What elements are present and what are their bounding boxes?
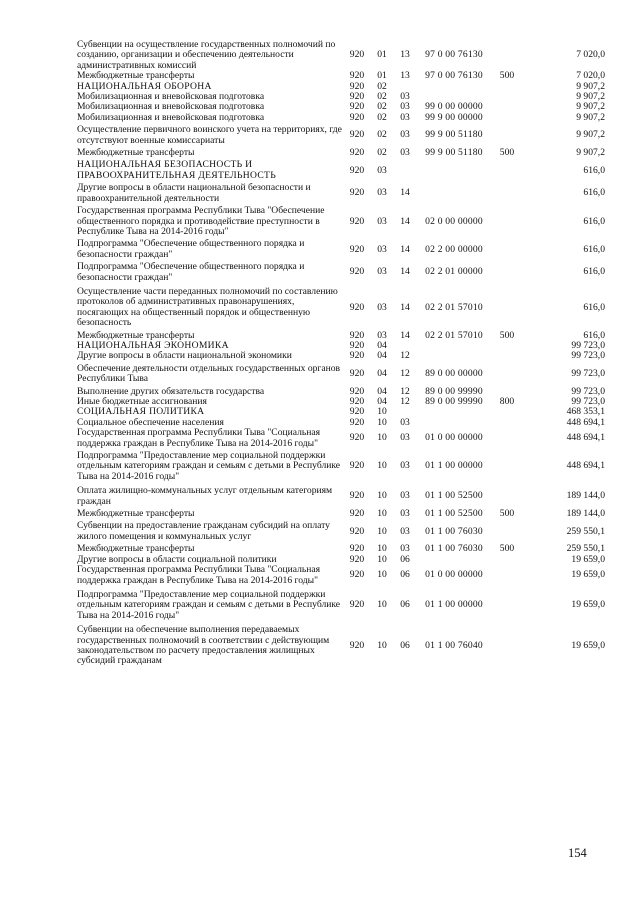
table-row xyxy=(77,181,605,204)
row-subsection-code: 12 xyxy=(400,385,410,397)
row-name: Осуществление первичного воинского учета на территориях, где отсутствуют военные комиссариаты xyxy=(77,124,342,146)
row-subsection-code: 13 xyxy=(400,70,410,82)
row-subsection-code: 03 xyxy=(400,460,410,472)
row-subsection-code: 06 xyxy=(400,639,410,651)
row-section-code: 10 xyxy=(377,490,387,502)
row-section-code: 02 xyxy=(377,101,387,113)
table-row xyxy=(77,123,605,146)
row-admin-code: 920 xyxy=(349,406,365,418)
row-section-code: 10 xyxy=(377,406,387,418)
table-row xyxy=(77,260,605,283)
row-section-code: 03 xyxy=(377,266,387,278)
row-section-code: 10 xyxy=(377,569,387,581)
row-amount: 616,0 xyxy=(583,243,605,255)
row-subsection-code xyxy=(393,158,417,181)
row-admin-code: 920 xyxy=(349,339,365,351)
row-target-article: 99 9 00 51180 xyxy=(425,147,483,159)
row-admin-code: 920 xyxy=(349,111,365,123)
row-admin-code: 920 xyxy=(349,525,365,537)
row-name: Межбюджетные трансферты xyxy=(77,508,195,520)
row-section-code: 02 xyxy=(377,80,387,92)
row-admin-code: 920 xyxy=(349,49,365,61)
row-section-code: 10 xyxy=(377,553,387,565)
row-target-article: 01 0 00 00000 xyxy=(425,432,483,444)
row-admin-code: 920 xyxy=(349,70,365,82)
row-expense-type xyxy=(491,181,523,204)
row-name: Мобилизационная и вневойсковая подготовка xyxy=(77,101,265,113)
row-amount: 259 550,1 xyxy=(566,525,605,537)
row-name: Субвенции на осуществление государственных полномочий по созданию, организации и обеспечению деятельности административных комиссий xyxy=(77,39,336,71)
table-row xyxy=(77,586,605,621)
row-target-article: 02 2 01 00000 xyxy=(425,266,483,278)
row-section-code: 04 xyxy=(377,396,387,407)
table-row xyxy=(77,40,605,71)
table-row xyxy=(77,146,605,158)
row-amount: 99 723,0 xyxy=(571,339,605,351)
row-expense-type xyxy=(491,428,523,449)
table-row xyxy=(77,428,605,449)
row-name: Обеспечение деятельности отдельных государственных органов Республики Тыва xyxy=(77,362,341,385)
table-row xyxy=(77,237,605,260)
row-target-article: 97 0 00 76130 xyxy=(425,70,483,82)
row-amount: 9 907,2 xyxy=(576,101,605,113)
row-subsection-code: 14 xyxy=(400,243,410,255)
row-expense-type: 500 xyxy=(499,70,515,82)
row-expense-type xyxy=(491,158,523,181)
row-admin-code: 920 xyxy=(349,187,365,199)
row-target-article xyxy=(417,418,491,428)
row-expense-type xyxy=(491,82,523,92)
row-expense-type: 500 xyxy=(499,508,515,520)
row-amount: 19 659,0 xyxy=(571,553,605,565)
row-expense-type xyxy=(491,449,523,482)
row-subsection-code: 03 xyxy=(400,508,410,520)
row-name: Межбюджетные трансферты xyxy=(77,147,195,159)
row-name: Другие вопросы в области национальной безопасности и правоохранительной деятельности xyxy=(77,182,311,204)
row-amount: 19 659,0 xyxy=(571,639,605,651)
row-amount: 448 694,1 xyxy=(566,460,605,472)
row-target-article: 89 0 00 99990 xyxy=(425,396,483,407)
row-amount: 189 144,0 xyxy=(566,508,605,520)
row-expense-type xyxy=(491,341,523,351)
row-admin-code: 920 xyxy=(349,639,365,651)
row-section-code: 02 xyxy=(377,91,387,103)
row-name: Межбюджетные трансферты xyxy=(77,543,195,555)
row-amount: 448 694,1 xyxy=(566,416,605,428)
row-amount: 9 907,2 xyxy=(576,91,605,103)
table-row xyxy=(77,158,605,181)
row-amount: 7 020,0 xyxy=(576,70,605,82)
row-expense-type xyxy=(491,102,523,112)
row-section-code: 10 xyxy=(377,416,387,428)
row-target-article xyxy=(417,341,491,351)
row-admin-code: 920 xyxy=(349,91,365,103)
row-target-article: 01 1 00 76030 xyxy=(425,525,483,537)
row-name: Осуществление части переданных полномочий по составлению протоколов об административных правонарушениях, посягающих на общественный порядок и общественную безопасность xyxy=(77,285,338,329)
row-section-code: 02 xyxy=(377,129,387,141)
row-expense-type xyxy=(491,237,523,260)
table-row xyxy=(77,519,605,542)
row-section-code: 03 xyxy=(377,164,387,176)
row-admin-code: 920 xyxy=(349,396,365,407)
row-target-article: 01 1 00 00000 xyxy=(425,460,483,472)
row-expense-type xyxy=(491,123,523,146)
row-subsection-code: 03 xyxy=(400,147,410,159)
row-name: Подпрограмма "Предоставление мер социальной поддержки отдельным категориям граждан и семьям с детьми в Республике Тыва на 2014-2016 годы" xyxy=(77,588,341,621)
row-amount: 616,0 xyxy=(583,164,605,176)
row-name: Подпрограмма "Предоставление мер социальной поддержки отдельным категориям граждан и семьям с детьми в Республике Тыва на 2014-2016 годы" xyxy=(77,450,341,482)
row-target-article: 01 1 00 52500 xyxy=(425,508,483,520)
row-target-article: 01 1 00 76040 xyxy=(425,639,483,651)
row-section-code: 04 xyxy=(377,367,387,379)
row-admin-code: 920 xyxy=(349,543,365,555)
row-section-code: 01 xyxy=(377,70,387,82)
row-admin-code: 920 xyxy=(349,350,365,362)
row-subsection-code: 03 xyxy=(400,101,410,113)
row-section-code: 03 xyxy=(377,215,387,227)
row-amount: 9 907,2 xyxy=(576,111,605,123)
row-admin-code: 920 xyxy=(349,101,365,113)
row-name: Субвенции на обеспечение выполнения передаваемых государственных полномочий в соответствии с действующим законодательством по расчету предоставления жилищных субсидий гражданам xyxy=(77,624,330,667)
row-section-code: 03 xyxy=(377,329,387,341)
row-name: Выполнение других обязательств государства xyxy=(77,385,265,397)
budget-table xyxy=(77,40,605,667)
row-amount: 9 907,2 xyxy=(576,147,605,159)
row-target-article xyxy=(417,555,491,565)
row-section-code: 03 xyxy=(377,187,387,199)
row-target-article xyxy=(417,158,491,181)
row-target-article: 02 2 00 00000 xyxy=(425,243,483,255)
row-subsection-code: 12 xyxy=(400,367,410,379)
row-admin-code: 920 xyxy=(349,243,365,255)
table-row xyxy=(77,621,605,667)
row-name: Другие вопросы в области национальной экономики xyxy=(77,350,292,362)
row-amount: 9 907,2 xyxy=(576,80,605,92)
row-expense-type xyxy=(491,40,523,71)
row-target-article: 89 0 00 99990 xyxy=(425,385,483,397)
table-row xyxy=(77,542,605,554)
row-section-code: 10 xyxy=(377,525,387,537)
row-expense-type xyxy=(491,362,523,385)
row-subsection-code: 03 xyxy=(400,525,410,537)
row-target-article: 99 9 00 00000 xyxy=(425,111,483,123)
row-name: Иные бюджетные ассигнования xyxy=(77,396,207,407)
row-expense-type xyxy=(491,283,523,329)
table-row xyxy=(77,204,605,237)
row-name: Подпрограмма "Обеспечение общественного порядка и безопасности граждан" xyxy=(77,261,305,283)
row-name: Социальное обеспечение населения xyxy=(77,416,224,428)
table-row xyxy=(77,283,605,329)
row-target-article: 02 2 01 57010 xyxy=(425,301,483,313)
row-section-code: 10 xyxy=(377,599,387,611)
row-subsection-code: 03 xyxy=(400,111,410,123)
row-name: Мобилизационная и вневойсковая подготовка xyxy=(77,91,265,103)
table-row xyxy=(77,507,605,519)
row-section-code: 02 xyxy=(377,147,387,159)
row-section-code: 02 xyxy=(377,111,387,123)
row-amount: 259 550,1 xyxy=(566,543,605,555)
row-subsection-code: 12 xyxy=(400,350,410,362)
row-admin-code: 920 xyxy=(349,385,365,397)
row-admin-code: 920 xyxy=(349,367,365,379)
row-target-article: 99 9 00 51180 xyxy=(425,129,483,141)
row-section-code: 04 xyxy=(377,339,387,351)
row-admin-code: 920 xyxy=(349,164,365,176)
row-subsection-code: 06 xyxy=(400,553,410,565)
row-expense-type xyxy=(491,586,523,621)
row-name: НАЦИОНАЛЬНАЯ БЕЗОПАСНОСТЬ И ПРАВООХРАНИТЕЛЬНАЯ ДЕЯТЕЛЬНОСТЬ xyxy=(77,159,277,181)
row-expense-type: 500 xyxy=(499,329,515,341)
row-admin-code: 920 xyxy=(349,553,365,565)
row-expense-type xyxy=(491,565,523,586)
table-row xyxy=(77,565,605,586)
row-target-article: 02 0 00 00000 xyxy=(425,215,483,227)
row-amount: 99 723,0 xyxy=(571,367,605,379)
row-subsection-code: 03 xyxy=(400,91,410,103)
row-name: Мобилизационная и вневойсковая подготовка xyxy=(77,111,265,123)
row-amount: 19 659,0 xyxy=(571,599,605,611)
row-expense-type xyxy=(491,260,523,283)
row-expense-type xyxy=(491,555,523,565)
row-target-article: 89 0 00 00000 xyxy=(425,367,483,379)
row-expense-type: 800 xyxy=(499,396,515,407)
row-admin-code: 920 xyxy=(349,569,365,581)
row-expense-type xyxy=(491,92,523,102)
budget-rows xyxy=(77,40,605,667)
row-admin-code: 920 xyxy=(349,80,365,92)
row-admin-code: 920 xyxy=(349,266,365,278)
row-admin-code: 920 xyxy=(349,508,365,520)
row-subsection-code: 12 xyxy=(400,396,410,407)
row-section-code: 10 xyxy=(377,460,387,472)
row-name: Субвенции на предоставление гражданам субсидий на оплату жилого помещения и коммунальных услуг xyxy=(77,520,330,542)
row-subsection-code: 03 xyxy=(400,490,410,502)
row-amount: 19 659,0 xyxy=(571,569,605,581)
row-subsection-code: 14 xyxy=(400,329,410,341)
row-admin-code: 920 xyxy=(349,147,365,159)
row-expense-type xyxy=(491,519,523,542)
table-row xyxy=(77,113,605,123)
row-admin-code: 920 xyxy=(349,215,365,227)
row-target-article: 01 0 00 00000 xyxy=(425,569,483,581)
row-amount: 616,0 xyxy=(583,301,605,313)
row-section-code: 03 xyxy=(377,243,387,255)
row-target-article: 02 2 01 57010 xyxy=(425,329,483,341)
row-subsection-code: 14 xyxy=(400,215,410,227)
row-name: НАЦИОНАЛЬНАЯ ОБОРОНА xyxy=(77,80,212,92)
row-name: СОЦИАЛЬНАЯ ПОЛИТИКА xyxy=(77,406,205,418)
row-amount: 616,0 xyxy=(583,187,605,199)
row-admin-code: 920 xyxy=(349,599,365,611)
row-subsection-code: 13 xyxy=(400,49,410,61)
row-amount: 616,0 xyxy=(583,266,605,278)
row-admin-code: 920 xyxy=(349,301,365,313)
row-admin-code: 920 xyxy=(349,432,365,444)
row-subsection-code: 14 xyxy=(400,266,410,278)
row-section-code: 10 xyxy=(377,432,387,444)
row-subsection-code: 03 xyxy=(400,543,410,555)
row-amount: 9 907,2 xyxy=(576,129,605,141)
row-target-article: 01 1 00 52500 xyxy=(425,490,483,502)
row-expense-type xyxy=(491,351,523,361)
row-section-code: 04 xyxy=(377,350,387,362)
row-expense-type: 500 xyxy=(499,543,515,555)
row-target-article: 01 1 00 00000 xyxy=(425,599,483,611)
table-row xyxy=(77,482,605,507)
row-target-article: 97 0 00 76130 xyxy=(425,49,483,61)
row-section-code: 10 xyxy=(377,508,387,520)
row-expense-type xyxy=(491,621,523,667)
row-amount: 616,0 xyxy=(583,329,605,341)
row-expense-type xyxy=(491,113,523,123)
row-name: Государственная программа Республики Тыва "Социальная поддержка граждан в Республике Тыва на 2014-2016 годы" xyxy=(77,564,321,586)
row-subsection-code: 03 xyxy=(400,432,410,444)
row-amount: 616,0 xyxy=(583,215,605,227)
row-expense-type xyxy=(491,204,523,237)
row-amount: 7 020,0 xyxy=(576,49,605,61)
row-section-code: 03 xyxy=(377,301,387,313)
row-subsection-code: 03 xyxy=(400,129,410,141)
row-name: Государственная программа Республики Тыва "Обеспечение общественного порядка и противодействие преступности в Республике Тыва на 2014-2016 годы" xyxy=(77,205,325,237)
row-target-article xyxy=(417,407,491,417)
row-subsection-code: 03 xyxy=(400,416,410,428)
table-row xyxy=(77,362,605,385)
row-subsection-code: 06 xyxy=(400,599,410,611)
row-name: Оплата жилищно-коммунальных услуг отдельным категориям граждан xyxy=(77,485,333,507)
row-expense-type xyxy=(491,482,523,507)
row-admin-code: 920 xyxy=(349,129,365,141)
row-subsection-code: 14 xyxy=(400,187,410,199)
row-name: Межбюджетные трансферты xyxy=(77,329,195,341)
row-admin-code: 920 xyxy=(349,416,365,428)
row-section-code: 01 xyxy=(377,49,387,61)
table-row xyxy=(77,449,605,482)
row-amount: 99 723,0 xyxy=(571,385,605,397)
row-amount: 99 723,0 xyxy=(571,396,605,407)
row-expense-type: 500 xyxy=(499,147,515,159)
row-subsection-code: 14 xyxy=(400,301,410,313)
row-admin-code: 920 xyxy=(349,460,365,472)
row-expense-type xyxy=(491,418,523,428)
row-target-article: 01 1 00 76030 xyxy=(425,543,483,555)
row-section-code: 10 xyxy=(377,639,387,651)
row-target-article xyxy=(417,181,491,204)
row-amount: 189 144,0 xyxy=(566,490,605,502)
row-admin-code: 920 xyxy=(349,490,365,502)
row-subsection-code: 06 xyxy=(400,569,410,581)
row-admin-code: 920 xyxy=(349,329,365,341)
row-expense-type xyxy=(491,407,523,417)
row-section-code: 10 xyxy=(377,543,387,555)
row-name: НАЦИОНАЛЬНАЯ ЭКОНОМИКА xyxy=(77,339,229,351)
table-row xyxy=(77,351,605,361)
row-name: Государственная программа Республики Тыва "Социальная поддержка граждан в Республике Тыва на 2014-2016 годы" xyxy=(77,427,321,449)
row-amount: 468 353,1 xyxy=(566,406,605,418)
row-name: Другие вопросы в области социальной политики xyxy=(77,553,277,565)
row-section-code: 04 xyxy=(377,385,387,397)
page-number: 154 xyxy=(568,846,587,860)
row-target-article xyxy=(417,82,491,92)
row-amount: 99 723,0 xyxy=(571,350,605,362)
row-target-article: 99 0 00 00000 xyxy=(425,101,483,113)
row-name: Подпрограмма "Обеспечение общественного порядка и безопасности граждан" xyxy=(77,238,305,260)
row-name: Межбюджетные трансферты xyxy=(77,70,195,82)
row-amount: 448 694,1 xyxy=(566,432,605,444)
row-target-article xyxy=(417,351,491,361)
